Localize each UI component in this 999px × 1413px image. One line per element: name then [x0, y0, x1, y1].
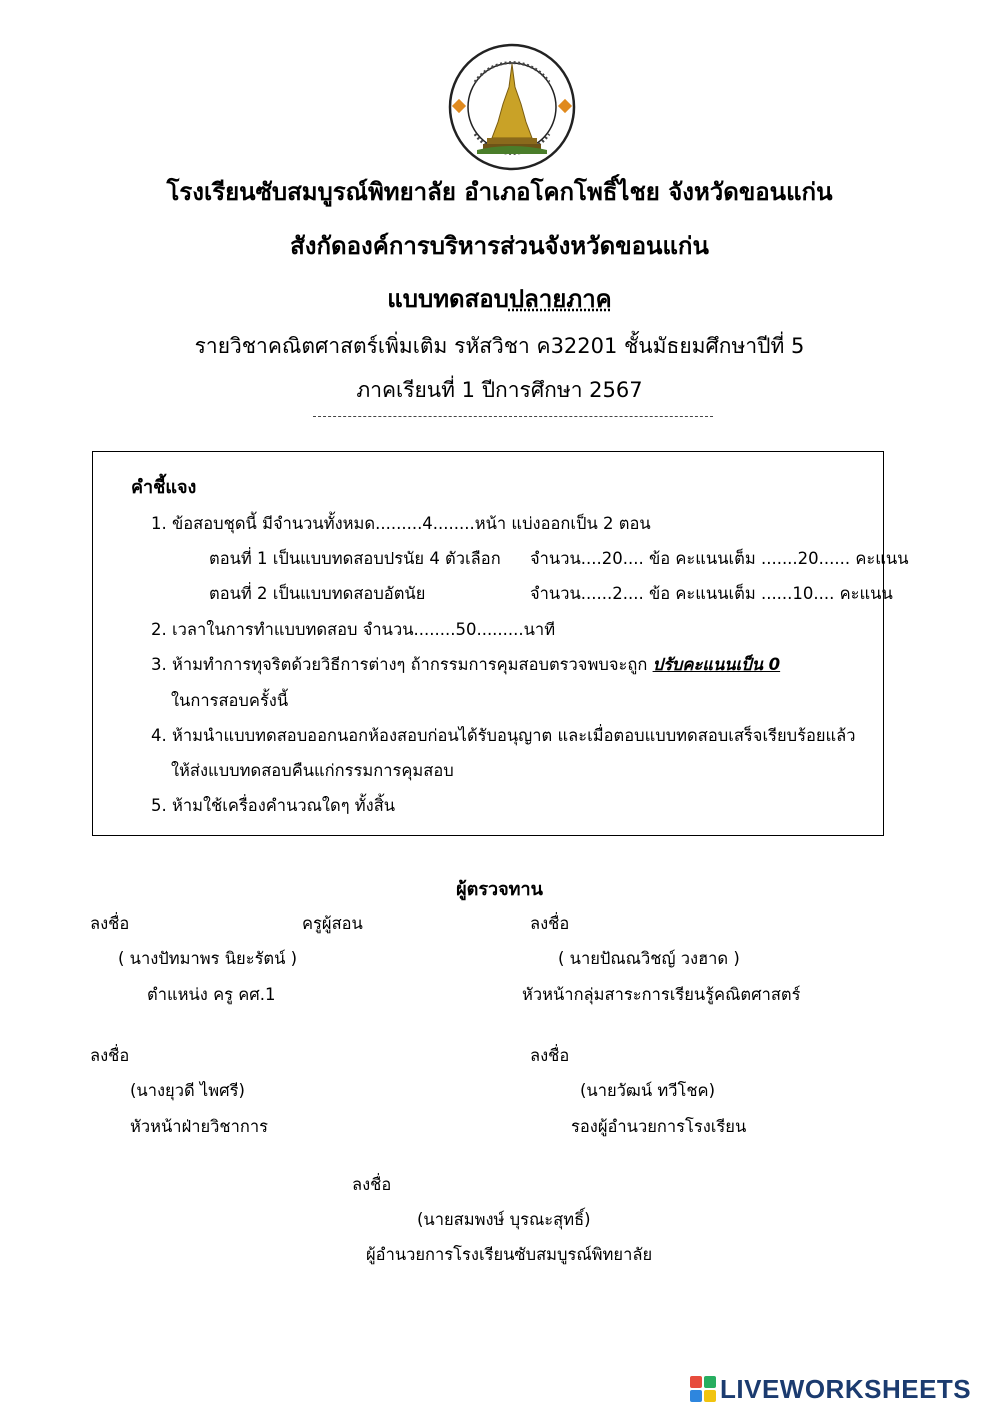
instruction-item-3-text: 3. ห้ามทำการทุจริตด้วยวิธีการต่างๆ ถ้ากรรมการคุมสอบตรวจพบจะถูก	[151, 655, 653, 674]
subject-line: รายวิชาคณิตศาสตร์เพิ่มเติม รหัสวิชา ค32201 ชั้นมัธยมศึกษาปีที่ 5	[194, 334, 805, 358]
affiliation-title: สังกัดองค์การบริหารส่วนจังหวัดขอนแก่น	[290, 232, 709, 260]
instruction-item-2: 2. เวลาในการทำแบบทดสอบ จำนวน........50.........นาที	[151, 620, 556, 639]
director-position: ผู้อำนวยการโรงเรียนซับสมบูรณ์พิทยาลัย	[366, 1245, 653, 1264]
teacher-name: ( นางปัทมาพร นิยะรัตน์ )	[118, 949, 298, 968]
deputy-name: (นายวัฒน์ ทวีโชค)	[580, 1081, 716, 1100]
teacher-position: ตำแหน่ง ครู คศ.1	[147, 985, 276, 1004]
part-2-detail: จำนวน......2.... ข้อ คะแนนเต็ม ......10.... คะแนน	[530, 584, 893, 603]
instruction-item-3-cont: ในการสอบครั้งนี้	[171, 691, 289, 710]
exam-type-term: ปลายภาค	[508, 285, 612, 313]
instruction-item-1: 1. ข้อสอบชุดนี้ มีจำนวนทั้งหมด.........4........หน้า แบ่งออกเป็น 2 ตอน	[151, 514, 651, 533]
sign-label-dept-head: ลงชื่อ	[530, 914, 570, 933]
liveworksheets-text: LIVEWORKSHEETS	[720, 1373, 972, 1404]
liveworksheets-watermark	[690, 1374, 971, 1404]
deputy-position: รองผู้อำนวยการโรงเรียน	[571, 1117, 747, 1136]
school-title: โรงเรียนซับสมบูรณ์พิทยาลัย อำเภอโคกโพธิ์ไชย จังหวัดขอนแก่น	[166, 178, 833, 206]
sign-label-director: ลงชื่อ	[352, 1175, 392, 1194]
instruction-item-3	[151, 652, 780, 678]
sign-label-teacher: ลงชื่อ	[90, 914, 130, 933]
term-line: ภาคเรียนที่ 1 ปีการศึกษา 2567	[356, 378, 643, 402]
dept-head-name: ( นายปัณณวิชญ์ วงฮาด )	[558, 949, 740, 968]
instruction-item-5: 5. ห้ามใช้เครื่องคำนวณใดๆ ทั้งสิ้น	[151, 796, 396, 815]
dashed-divider	[313, 416, 713, 417]
school-logo	[447, 42, 577, 172]
sign-label-academic: ลงชื่อ	[90, 1046, 130, 1065]
dept-head-position: หัวหน้ากลุ่มสาระการเรียนรู้คณิตศาสตร์	[522, 985, 801, 1004]
director-name: (นายสมพงษ์ บุรณะสุทธิ์)	[417, 1210, 591, 1229]
exam-type-prefix: แบบทดสอบ	[387, 285, 509, 313]
instruction-item-4-cont: ให้ส่งแบบทดสอบคืนแก่กรรมการคุมสอบ	[171, 761, 454, 780]
part-2-label: ตอนที่ 2 เป็นแบบทดสอบอัตนัย	[209, 584, 426, 603]
reviewers-heading: ผู้ตรวจทาน	[456, 879, 543, 900]
academic-head-position: หัวหน้าฝ่ายวิชาการ	[130, 1117, 269, 1136]
teacher-role: ครูผู้สอน	[302, 914, 363, 933]
sign-label-deputy: ลงชื่อ	[530, 1046, 570, 1065]
instructions-heading: คำชี้แจง	[131, 477, 197, 498]
liveworksheets-logo-icon	[690, 1376, 716, 1402]
part-1-detail: จำนวน....20.... ข้อ คะแนนเต็ม .......20...... คะแนน	[530, 549, 909, 568]
part-1-label: ตอนที่ 1 เป็นแบบทดสอบปรนัย 4 ตัวเลือก	[209, 549, 501, 568]
academic-head-name: (นางยุวดี ไพศรี)	[130, 1081, 245, 1100]
instruction-item-4: 4. ห้ามนำแบบทดสอบออกนอกห้องสอบก่อนได้รับอนุญาต และเมื่อตอบแบบทดสอบเสร็จเรียบร้อยแล้ว	[151, 726, 856, 745]
exam-type-title	[0, 279, 999, 318]
penalty-emphasis: ปรับคะแนนเป็น 0	[652, 655, 781, 674]
